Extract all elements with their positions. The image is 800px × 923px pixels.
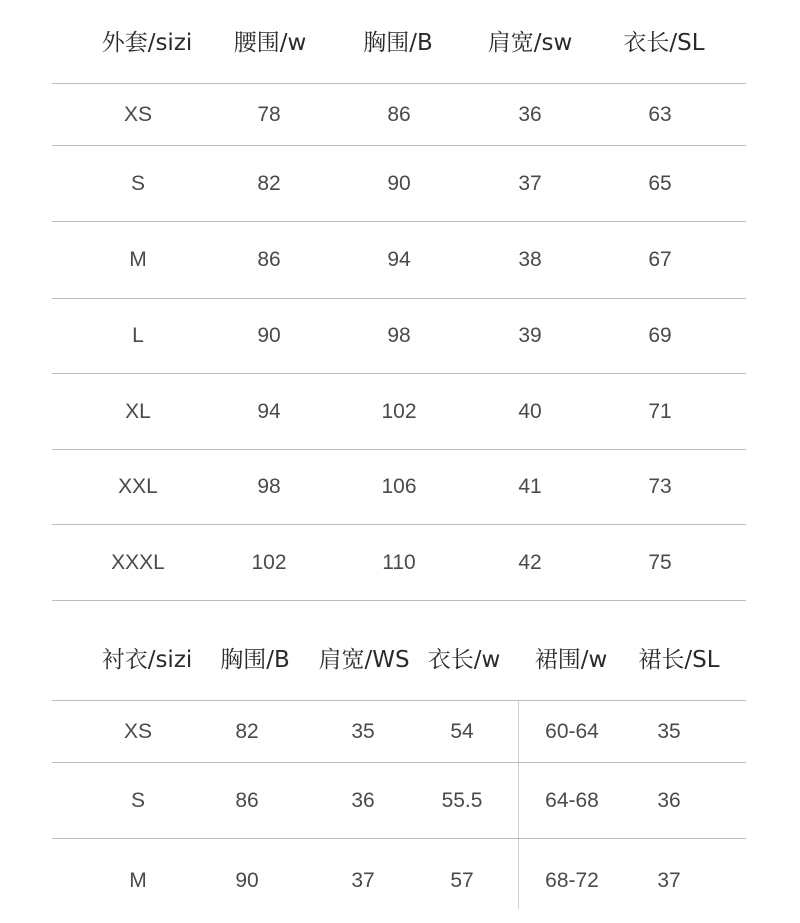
cell-shoulder: 39 (518, 324, 542, 347)
cell-waist: 94 (257, 399, 281, 423)
cell-size: XXL (118, 475, 158, 498)
header-cell-chest: 胸围/B (363, 30, 433, 56)
cell-chest: 90 (387, 171, 411, 195)
table-row (52, 146, 746, 221)
cell-size: L (132, 324, 144, 347)
cell-size: XS (123, 102, 153, 126)
divider (52, 600, 746, 601)
cell-size: XL (125, 399, 151, 423)
table-row (52, 701, 746, 762)
table-row (52, 222, 746, 298)
header-cell-chest: 胸围/B (220, 647, 290, 673)
cell-shoulder: 42 (518, 550, 542, 574)
cell-waist: 78 (257, 102, 281, 126)
cell-chest: 102 (381, 399, 417, 423)
table-row (52, 84, 746, 145)
cell-waist: 82 (257, 171, 281, 195)
cell-shoulder: 35 (351, 719, 375, 743)
table-row (52, 299, 746, 373)
cell-shoulder: 40 (518, 399, 542, 423)
header-cell-size: 衬衣/sizi (101, 647, 193, 673)
cell-skirt-waist: 64-68 (545, 788, 599, 812)
table-row (52, 525, 746, 600)
cell-chest: 86 (235, 788, 259, 812)
cell-chest: 106 (381, 475, 417, 498)
jacket-size-table (52, 0, 746, 602)
header-cell-waist: 腰围/w (233, 30, 307, 56)
header-cell-length: 衣长/SL (623, 30, 705, 56)
cell-chest: 98 (387, 324, 411, 347)
cell-size: XS (123, 719, 153, 743)
header-cell-size: 外套/sizi (101, 30, 193, 56)
cell-skirt-waist: 60-64 (545, 719, 599, 743)
cell-chest: 86 (387, 102, 411, 126)
cell-shoulder: 37 (518, 171, 542, 195)
cell-shoulder: 38 (518, 248, 542, 271)
cell-length: 54 (450, 719, 474, 743)
cell-shoulder: 36 (351, 788, 375, 812)
cell-length: 73 (648, 475, 672, 498)
cell-size: S (130, 788, 146, 812)
cell-length: 57 (450, 869, 474, 892)
cell-skirt-length: 35 (657, 719, 681, 743)
shirt-header-row (52, 640, 746, 680)
cell-size: M (129, 869, 147, 892)
table-row (52, 763, 746, 838)
cell-size: M (129, 248, 147, 271)
table-row (52, 450, 746, 524)
cell-shoulder: 36 (518, 102, 542, 126)
cell-skirt-length: 36 (657, 788, 681, 812)
cell-waist: 102 (251, 550, 287, 574)
cell-length: 69 (648, 324, 672, 347)
cell-waist: 98 (257, 475, 281, 498)
jacket-header-row (52, 23, 746, 63)
shirt-size-table (52, 602, 746, 909)
cell-length: 65 (648, 171, 672, 195)
cell-chest: 94 (387, 248, 411, 271)
header-cell-length: 衣长/w (427, 647, 501, 673)
cell-chest: 110 (382, 550, 416, 574)
table-row (52, 374, 746, 449)
header-cell-shoulder: 肩宽/WS (318, 647, 410, 673)
cell-chest: 90 (235, 869, 259, 892)
cell-length: 67 (648, 248, 672, 271)
cell-length: 71 (648, 399, 672, 423)
cell-chest: 82 (235, 719, 259, 743)
cell-skirt-length: 37 (657, 869, 681, 892)
cell-waist: 86 (257, 248, 281, 271)
cell-length: 63 (648, 102, 672, 126)
cell-size: S (130, 171, 146, 195)
header-cell-skirt-length: 裙长/SL (638, 647, 720, 673)
cell-skirt-waist: 68-72 (545, 869, 599, 892)
header-cell-shoulder: 肩宽/sw (487, 30, 573, 56)
table-row (52, 839, 746, 923)
cell-size: XXXL (111, 550, 165, 574)
cell-shoulder: 41 (518, 475, 542, 498)
cell-shoulder: 37 (351, 869, 375, 892)
header-cell-skirt-waist: 裙围/w (534, 647, 608, 673)
cell-length: 75 (648, 550, 672, 574)
cell-length: 55.5 (441, 788, 483, 812)
cell-waist: 90 (257, 324, 281, 347)
